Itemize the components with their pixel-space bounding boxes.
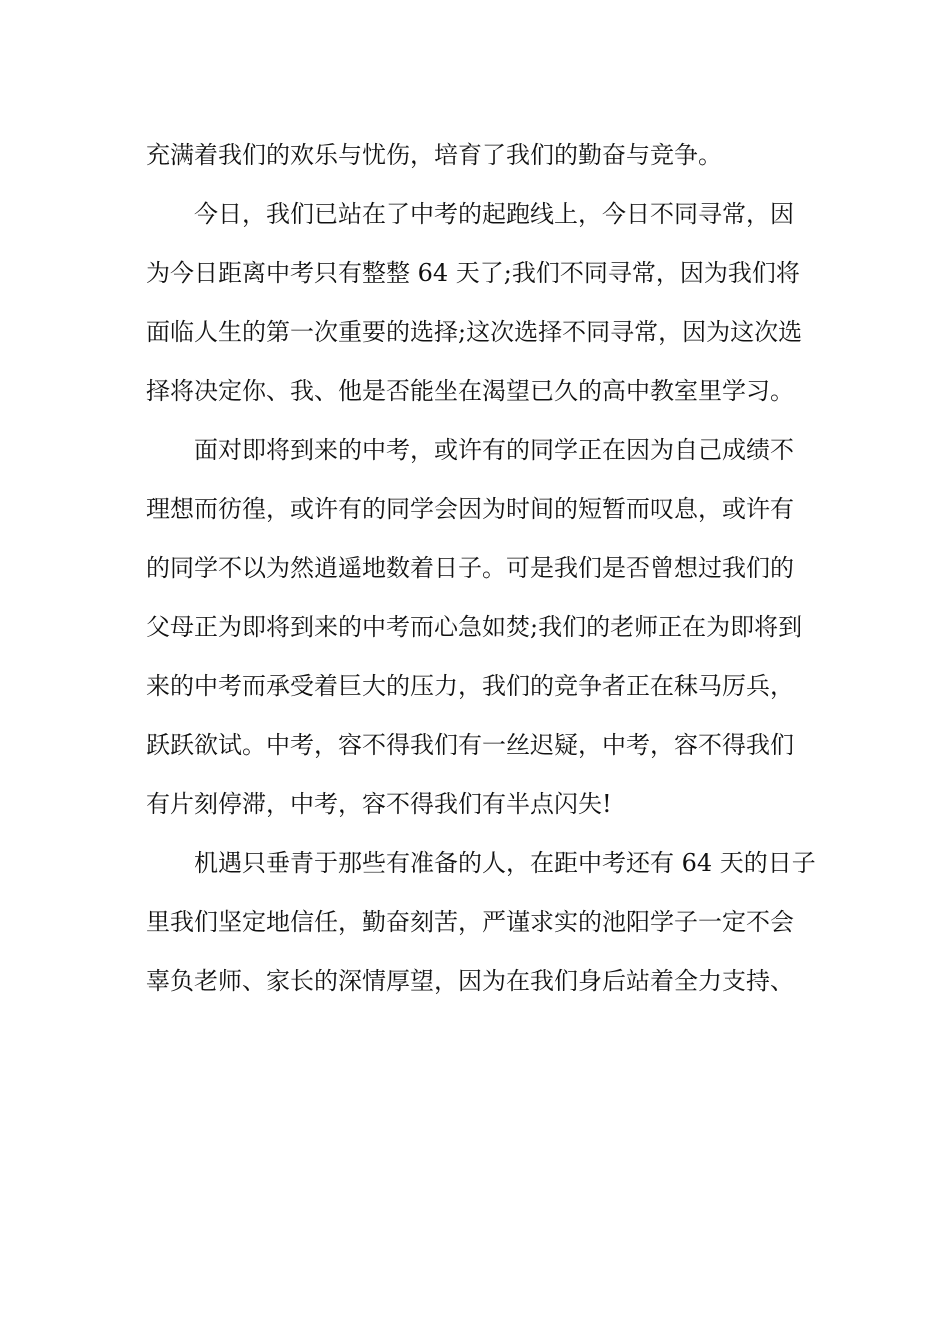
text-line: 为今日距离中考只有整整 64 天了;我们不同寻常，因为我们将 — [146, 259, 800, 287]
text-line: 今日，我们已站在了中考的起跑线上，今日不同寻常，因 — [194, 200, 794, 228]
text-line: 面对即将到来的中考，或许有的同学正在因为自己成绩不 — [194, 436, 794, 464]
text-line: 里我们坚定地信任，勤奋刻苦，严谨求实的池阳学子一定不会 — [146, 908, 794, 936]
text-line: 择将决定你、我、他是否能坐在渴望已久的高中教室里学习。 — [146, 377, 794, 405]
text-line: 的同学不以为然逍遥地数着日子。可是我们是否曾想过我们的 — [146, 554, 794, 582]
document-body — [146, 126, 816, 1011]
text-line: 来的中考而承受着巨大的压力，我们的竞争者正在秣马厉兵， — [146, 672, 794, 700]
text-line: 有片刻停滞，中考，容不得我们有半点闪失! — [146, 790, 612, 818]
text-line: 理想而彷徨，或许有的同学会因为时间的短暂而叹息，或许有 — [146, 495, 794, 523]
text-line: 跃跃欲试。中考，容不得我们有一丝迟疑，中考，容不得我们 — [146, 731, 794, 759]
text-line: 辜负老师、家长的深情厚望，因为在我们身后站着全力支持、 — [146, 967, 794, 995]
text-line: 父母正为即将到来的中考而心急如焚;我们的老师正在为即将到 — [146, 613, 803, 641]
text-line: 面临人生的第一次重要的选择;这次选择不同寻常，因为这次选 — [146, 318, 803, 346]
text-line: 充满着我们的欢乐与忧伤，培育了我们的勤奋与竞争。 — [146, 141, 722, 169]
text-line: 机遇只垂青于那些有准备的人，在距中考还有 64 天的日子 — [194, 849, 816, 877]
